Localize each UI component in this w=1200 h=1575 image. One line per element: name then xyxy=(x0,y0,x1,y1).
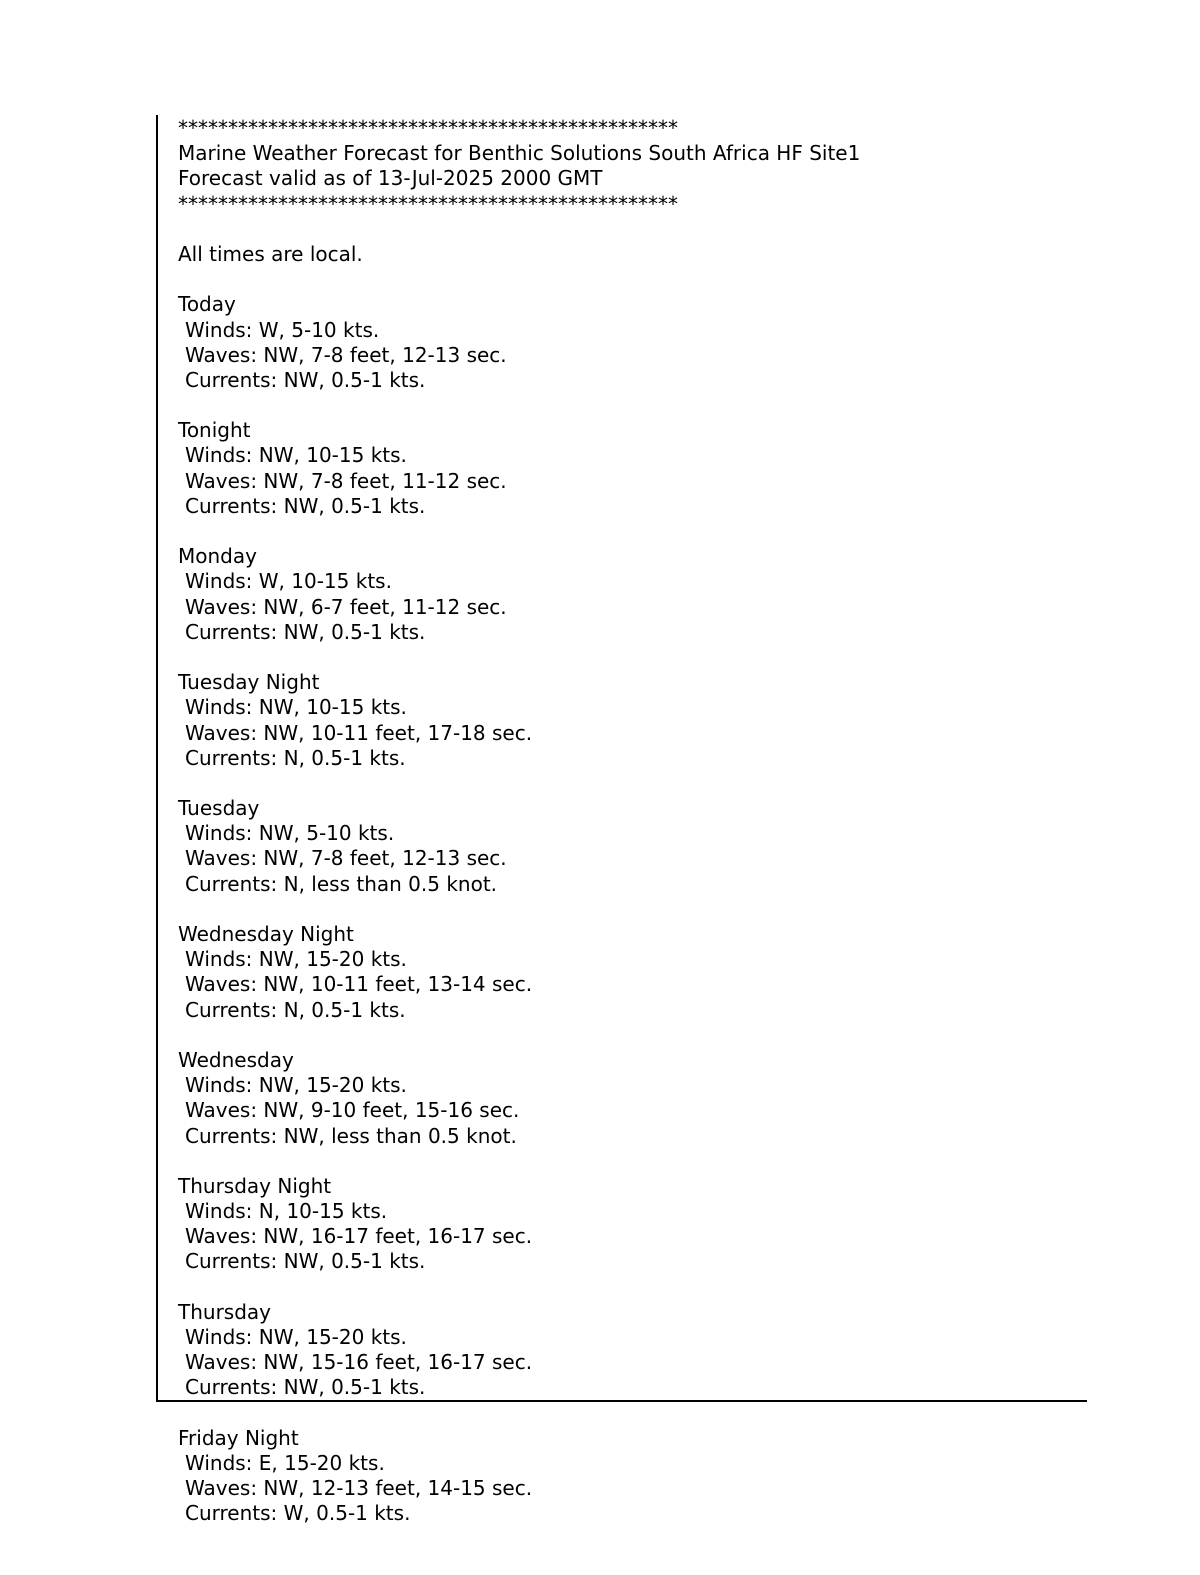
period-currents: Currents: N, 0.5-1 kts. xyxy=(185,997,406,1022)
spacer-line xyxy=(178,519,860,544)
valid-timestamp-line: Forecast valid as of 13-Jul-2025 2000 GMT xyxy=(178,166,603,191)
period-waves: Waves: NW, 15-16 feet, 16-17 sec. xyxy=(185,1350,533,1375)
period-winds: Winds: W, 10-15 kts. xyxy=(185,569,392,594)
period-waves: Waves: NW, 10-11 feet, 17-18 sec. xyxy=(185,720,533,745)
period-winds: Winds: N, 10-15 kts. xyxy=(185,1199,388,1224)
times-note: All times are local. xyxy=(178,241,363,266)
period-winds: Winds: NW, 15-20 kts. xyxy=(185,1073,407,1098)
period-waves: Waves: NW, 6-7 feet, 11-12 sec. xyxy=(185,594,507,619)
forecast-text xyxy=(178,116,860,1527)
period-currents: Currents: NW, 0.5-1 kts. xyxy=(185,367,426,392)
period-waves: Waves: NW, 7-8 feet, 12-13 sec. xyxy=(185,342,507,367)
period-currents: Currents: NW, 0.5-1 kts. xyxy=(185,1249,426,1274)
period-currents: Currents: NW, 0.5-1 kts. xyxy=(185,1375,426,1400)
period-winds: Winds: NW, 15-20 kts. xyxy=(185,1325,407,1349)
spacer-line xyxy=(178,393,860,418)
period-label: Wednesday Night xyxy=(178,922,354,946)
period-currents: Currents: W, 0.5-1 kts. xyxy=(185,1501,411,1526)
period-waves: Waves: NW, 7-8 feet, 11-12 sec. xyxy=(185,468,507,493)
period-waves: Waves: NW, 10-11 feet, 13-14 sec. xyxy=(185,972,533,997)
axes-left-spine xyxy=(156,115,158,1402)
forecast-period xyxy=(178,292,860,418)
period-label: Thursday Night xyxy=(178,1173,332,1198)
period-currents: Currents: NW, 0.5-1 kts. xyxy=(185,493,426,518)
forecast-period xyxy=(178,922,860,1048)
period-winds: Winds: NW, 15-20 kts. xyxy=(185,947,407,972)
spacer-line xyxy=(178,1023,860,1048)
period-currents: Currents: NW, 0.5-1 kts. xyxy=(185,619,426,644)
separator-line-top: ************************************************** xyxy=(178,116,678,140)
forecast-period xyxy=(178,418,860,544)
period-label: Tonight xyxy=(178,418,251,443)
document-title: Marine Weather Forecast for Benthic Solutions South Africa HF Site1 xyxy=(178,141,861,166)
period-label: Wednesday xyxy=(178,1047,294,1072)
spacer-line xyxy=(178,1401,860,1426)
spacer-line xyxy=(178,267,860,292)
spacer-line xyxy=(178,645,860,670)
period-winds: Winds: NW, 10-15 kts. xyxy=(185,443,407,468)
period-label: Tuesday Night xyxy=(178,670,320,695)
period-label: Monday xyxy=(178,544,257,569)
period-winds: Winds: E, 15-20 kts. xyxy=(185,1450,385,1475)
spacer-line xyxy=(178,1149,860,1174)
period-waves: Waves: NW, 12-13 feet, 14-15 sec. xyxy=(185,1476,533,1501)
spacer-line xyxy=(178,771,860,796)
period-currents: Currents: N, 0.5-1 kts. xyxy=(185,745,406,770)
period-label: Thursday xyxy=(178,1299,271,1324)
period-winds: Winds: NW, 5-10 kts. xyxy=(185,821,395,846)
forecast-period xyxy=(178,1048,860,1174)
spacer-line xyxy=(178,217,860,242)
forecast-period xyxy=(178,1426,860,1527)
forecast-periods xyxy=(178,292,860,1526)
spacer-line xyxy=(178,1275,860,1300)
period-winds: Winds: W, 5-10 kts. xyxy=(185,317,380,342)
period-waves: Waves: NW, 9-10 feet, 15-16 sec. xyxy=(185,1098,520,1123)
period-label: Today xyxy=(178,292,236,317)
period-winds: Winds: NW, 10-15 kts. xyxy=(185,695,407,720)
period-label: Tuesday xyxy=(178,796,260,821)
period-currents: Currents: NW, less than 0.5 knot. xyxy=(185,1123,517,1148)
spacer-line xyxy=(178,897,860,922)
forecast-period xyxy=(178,670,860,796)
period-label: Friday Night xyxy=(178,1425,299,1450)
forecast-period xyxy=(178,544,860,670)
period-waves: Waves: NW, 16-17 feet, 16-17 sec. xyxy=(185,1224,533,1249)
forecast-period xyxy=(178,1174,860,1300)
forecast-period xyxy=(178,1300,860,1426)
period-currents: Currents: N, less than 0.5 knot. xyxy=(185,871,498,896)
period-waves: Waves: NW, 7-8 feet, 12-13 sec. xyxy=(185,846,507,871)
separator-line-bottom: ************************************************** xyxy=(178,191,678,216)
forecast-period xyxy=(178,796,860,922)
